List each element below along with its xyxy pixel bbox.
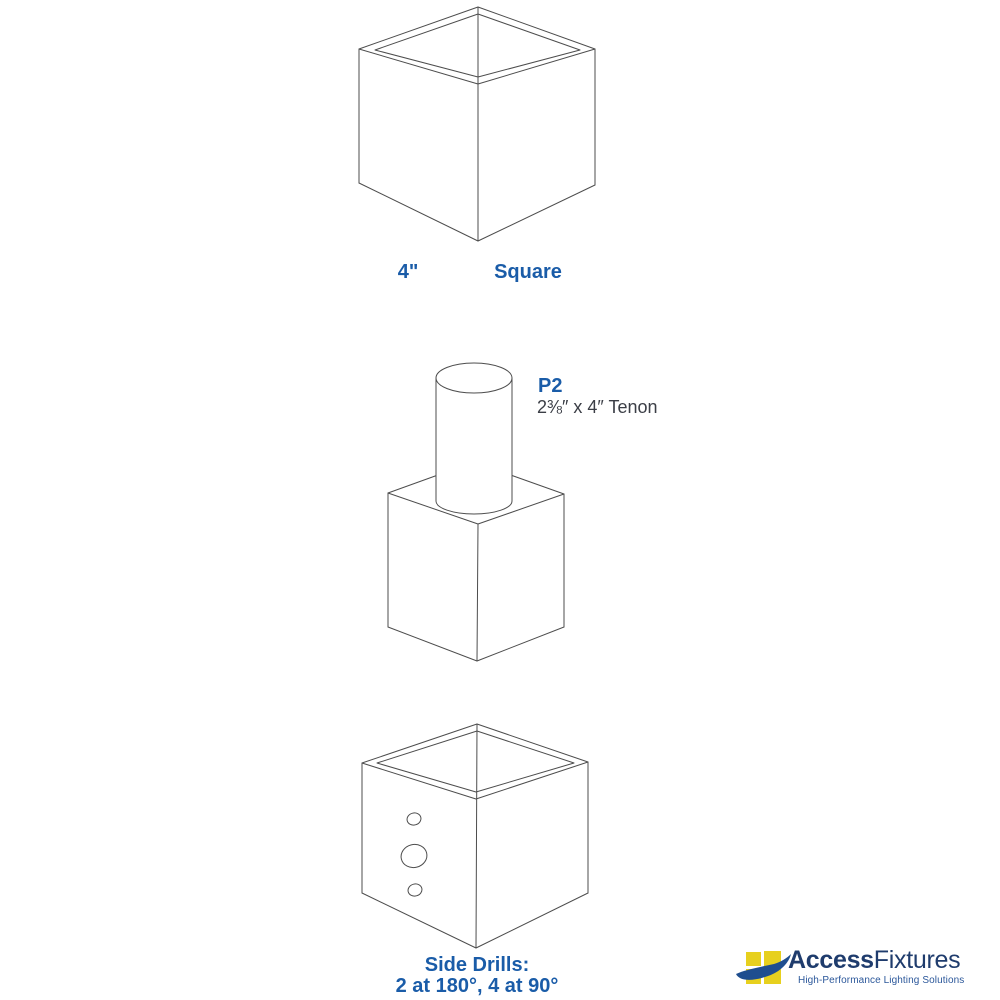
logo-brand-text bbox=[788, 948, 960, 973]
square-pole-drawing bbox=[359, 7, 595, 241]
access-fixtures-logo bbox=[732, 944, 994, 996]
drill-hole-large bbox=[399, 842, 430, 871]
square-shape-label: Square bbox=[494, 261, 562, 283]
tenon-part-label: P2 bbox=[538, 375, 563, 397]
tenon-dimension-label: 2⅜″ x 4″ Tenon bbox=[537, 397, 658, 417]
logo-brand-light: Fixtures bbox=[873, 946, 961, 974]
drill-hole-small-bottom bbox=[407, 882, 423, 897]
square-size-label: 4" bbox=[397, 261, 419, 283]
logo-swoosh-icon bbox=[732, 944, 796, 996]
side-drills-spec-label: 2 at 180°, 4 at 90° bbox=[395, 975, 559, 997]
logo-tagline: High-Performance Lighting Solutions bbox=[798, 975, 965, 986]
logo-squares-icon bbox=[732, 944, 792, 996]
drill-hole-small-top bbox=[406, 811, 422, 826]
logo-brand-bold: Access bbox=[788, 946, 874, 974]
side-drills-drawing bbox=[362, 724, 588, 948]
side-drills-title-label: Side Drills: bbox=[424, 954, 530, 976]
